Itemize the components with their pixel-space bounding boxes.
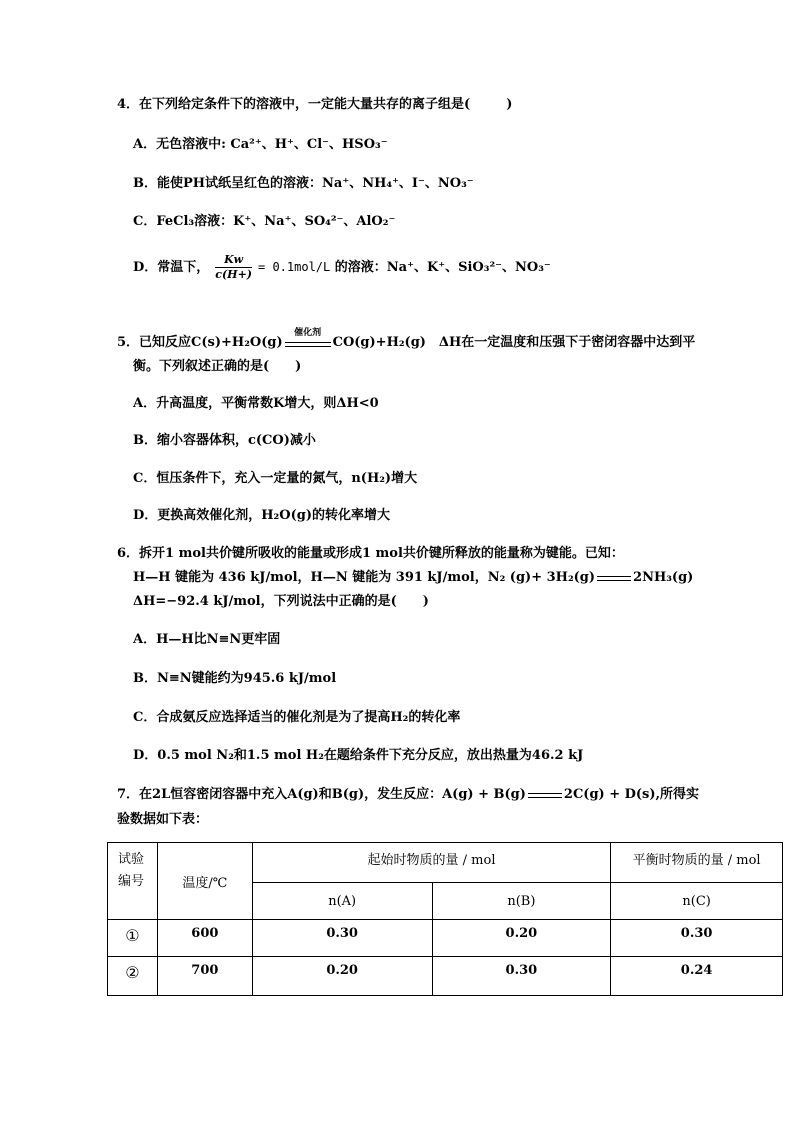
table-row (108, 957, 783, 996)
q6-stem-line3: ΔH=−92.4 kJ/mol，下列说法中正确的是( ) (133, 594, 429, 609)
cell-nB: 0.30 (432, 957, 611, 996)
equilibrium-arrow (528, 789, 562, 801)
q4-option-b: B．能使PH试纸呈红色的溶液：Na⁺、NH₄⁺、I⁻、NO₃⁻ (133, 176, 474, 191)
header-experiment-number (108, 843, 158, 920)
q5-option-d: D．更换高效催化剂，H₂O(g)的转化率增大 (133, 508, 390, 523)
q6-option-a: A．H—H比N≡N更牢固 (133, 632, 281, 647)
header-nA: n(A) (252, 883, 432, 920)
kw-fraction (215, 253, 252, 282)
cell-nA: 0.20 (252, 957, 432, 996)
q4-d-equals: = 0.1mol/L (258, 260, 331, 274)
catalyst-label: 催化剂 (294, 327, 322, 338)
equilibrium-arrow (597, 572, 631, 584)
q6-stem-l2-prefix: H—H 键能为 436 kJ/mol，H—N 键能为 391 kJ/mol，N₂ (g)+ 3H₂(g) (133, 570, 596, 585)
catalyst-arrow (285, 327, 331, 350)
header-exp-line2: 编号 (118, 874, 145, 889)
q6-stem-line1: 6．拆开1 mol共价键所吸收的能量或形成1 mol共价键所释放的能量称为键能。已知： (117, 546, 624, 561)
q6-option-d: D．0.5 mol N₂和1.5 mol H₂在题给条件下充分反应，放出热量为46.2 kJ (133, 748, 584, 763)
q5-stem-prefix: 5．已知反应C(s)+H₂O(g) (117, 335, 283, 350)
q7-stem-suffix: 2C(g) + D(s),所得实 (563, 787, 700, 802)
q4-stem-close: ) (506, 97, 513, 112)
q4-stem (117, 96, 512, 114)
header-equilibrium-amount: 平衡时物质的量 / mol (611, 843, 783, 883)
fraction-numerator: Kw (215, 253, 252, 268)
q6-stem-line2 (133, 569, 693, 587)
cell-nC: 0.30 (611, 920, 783, 957)
q4-option-c: C．FeCl₃溶液：K⁺、Na⁺、SO₄²⁻、AlO₂⁻ (133, 214, 396, 229)
cell-temp: 700 (157, 957, 252, 996)
header-nB: n(B) (432, 883, 611, 920)
fraction-denominator: c(H+) (215, 268, 252, 281)
header-initial-amount: 起始时物质的量 / mol (252, 843, 610, 883)
cell-temp: 600 (157, 920, 252, 957)
q6-stem-l2-suffix: 2NH₃(g) (633, 570, 694, 585)
q6-option-b: B．N≡N键能约为945.6 kJ/mol (133, 671, 337, 686)
q7-stem-line1 (117, 786, 699, 804)
q5-stem-suffix: CO(g)+H₂(g) ΔH在一定温度和压强下于密闭容器中达到平 (332, 335, 696, 350)
cell-id: ② (108, 957, 158, 996)
header-exp-line1: 试验 (118, 852, 145, 867)
header-nC: n(C) (611, 883, 783, 920)
cell-nA: 0.30 (252, 920, 432, 957)
q4-option-d (133, 252, 551, 283)
header-temperature: 温度/℃ (157, 843, 252, 920)
experiment-data-table (107, 842, 783, 996)
q5-stem-line2: 衡。下列叙述正确的是( ) (133, 359, 302, 374)
cell-nB: 0.20 (432, 920, 611, 957)
table-header-row (108, 843, 783, 883)
table-row (108, 920, 783, 957)
q7-stem-line2: 验数据如下表： (117, 812, 209, 827)
q4-d-prefix: D．常温下， (133, 260, 210, 275)
q4-stem-text: 4．在下列给定条件下的溶液中，一定能大量共存的离子组是( (117, 97, 471, 112)
q5-option-b: B．缩小容器体积，c(CO)减小 (133, 433, 316, 448)
cell-nC: 0.24 (611, 957, 783, 996)
cell-id: ① (108, 920, 158, 957)
q5-option-c: C．恒压条件下，充入一定量的氮气，n(H₂)增大 (133, 471, 418, 486)
q4-d-suffix: 的溶液：Na⁺、K⁺、SiO₃²⁻、NO₃⁻ (334, 260, 551, 275)
q6-option-c: C．合成氨反应选择适当的催化剂是为了提高H₂的转化率 (133, 710, 461, 725)
q7-stem-prefix: 7．在2L恒容密闭容器中充入A(g)和B(g)，发生反应：A(g) + B(g) (117, 787, 526, 802)
q4-option-a: A．无色溶液中: Ca²⁺、H⁺、Cl⁻、HSO₃⁻ (133, 137, 388, 152)
q5-stem-line1 (117, 327, 696, 352)
q5-option-a: A．升高温度，平衡常数K增大，则ΔH<0 (133, 396, 379, 411)
